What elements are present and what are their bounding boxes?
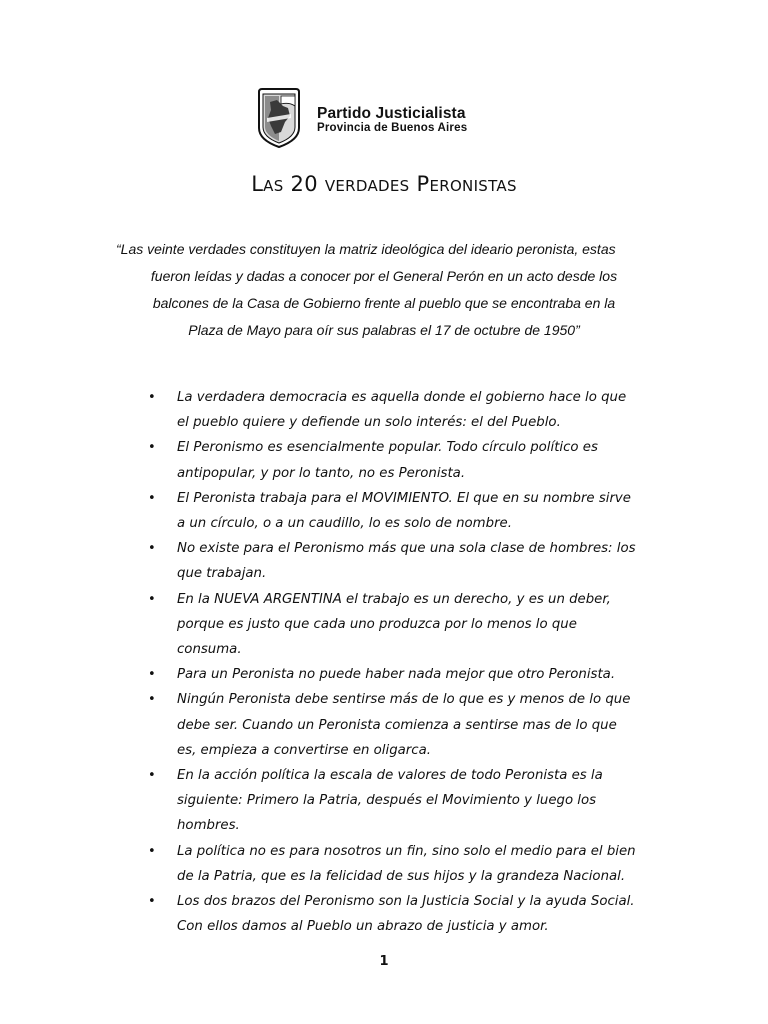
truth-line: En la acción política la escala de valores de todo Peronista es la [177,768,603,784]
truth-item [0,587,768,663]
bullet-icon: • [148,692,156,708]
truth-item [0,536,768,586]
truths-list [0,385,768,939]
truth-line: En la NUEVA ARGENTINA el trabajo es un derecho, y es un deber, [177,591,611,607]
intro-line: balcones de la Casa de Gobierno frente al pueblo que se encontraba en la [152,295,616,311]
truth-line: Para un Peronista no puede haber nada mejor que otro Peronista. [177,667,616,683]
party-name-block [317,106,467,134]
truth-line: Con ellos damos al Pueblo un abrazo de justicia y amor. [177,919,549,935]
intro-quote [112,236,656,344]
page-number: 1 [379,954,389,969]
party-shield-logo-icon [257,88,301,148]
bullet-icon: • [148,390,156,405]
bullet-icon: • [148,843,156,859]
truth-item [0,839,768,889]
truth-line: a un círculo, o a un caudillo, lo es solo de nombre. [177,516,512,532]
truth-item [0,687,768,763]
intro-line: Plaza de Mayo para oír sus palabras el 17 de octubre de 1950” [188,322,580,338]
bullet-icon: • [148,541,156,557]
truth-item [0,889,768,939]
bullet-icon: • [148,440,156,456]
truth-line: siguiente: Primero la Patria, después el Movimiento y luego los [177,793,597,809]
truth-line: La verdadera democracia es aquella donde el gobierno hace lo que [177,390,627,405]
truth-line: porque es justo que cada uno produzca por lo menos lo que [177,616,577,632]
truth-line: que trabajan. [177,566,267,582]
truth-line: el pueblo quiere y defiende un solo interés: el del Pueblo. [177,415,561,431]
party-province: Provincia de Buenos Aires [317,121,468,134]
bullet-icon: • [148,894,156,910]
truth-line: Los dos brazos del Peronismo son la Justicia Social y la ayuda Social. [177,894,635,910]
bullet-icon: • [148,768,156,784]
truth-line: antipopular, y por lo tanto, no es Peronista. [177,465,466,481]
truth-line: El Peronista trabaja para el MOVIMIENTO. El que en su nombre sirve [177,490,631,506]
truth-line: consuma. [177,642,242,658]
truth-item [0,385,768,435]
truth-line: La política no es para nosotros un fin, sino solo el medio para el bien [177,843,636,859]
truth-line: Ningún Peronista debe sentirse más de lo que es y menos de lo que [177,692,631,708]
bullet-icon: • [148,667,156,683]
truth-item [0,763,768,839]
bullet-icon: • [148,591,156,607]
truth-line: debe ser. Cuando un Peronista comienza a sentirse mas de lo que [177,717,617,733]
truth-item [0,435,768,485]
truth-item [0,486,768,536]
truth-line: No existe para el Peronismo más que una sola clase de hombres: los [177,541,636,557]
truth-line: hombres. [177,818,240,834]
intro-line: “Las veinte verdades constituyen la matriz ideológica del ideario peronista, estas [116,241,616,257]
party-name: Partido Justicialista [317,105,466,122]
truth-line: es, empieza a convertirse en oligarca. [177,742,431,758]
truth-line: de la Patria, que es la felicidad de sus hijos y la grandeza Nacional. [177,868,626,884]
document-header [257,88,517,150]
intro-line: fueron leídas y dadas a conocer por el General Perón en un acto desde los [150,268,618,284]
document-title: Las 20 verdades Peronistas [251,172,517,196]
truth-item [0,662,768,687]
truth-line: El Peronismo es esencialmente popular. Todo círculo político es [177,440,598,456]
bullet-icon: • [148,490,156,506]
